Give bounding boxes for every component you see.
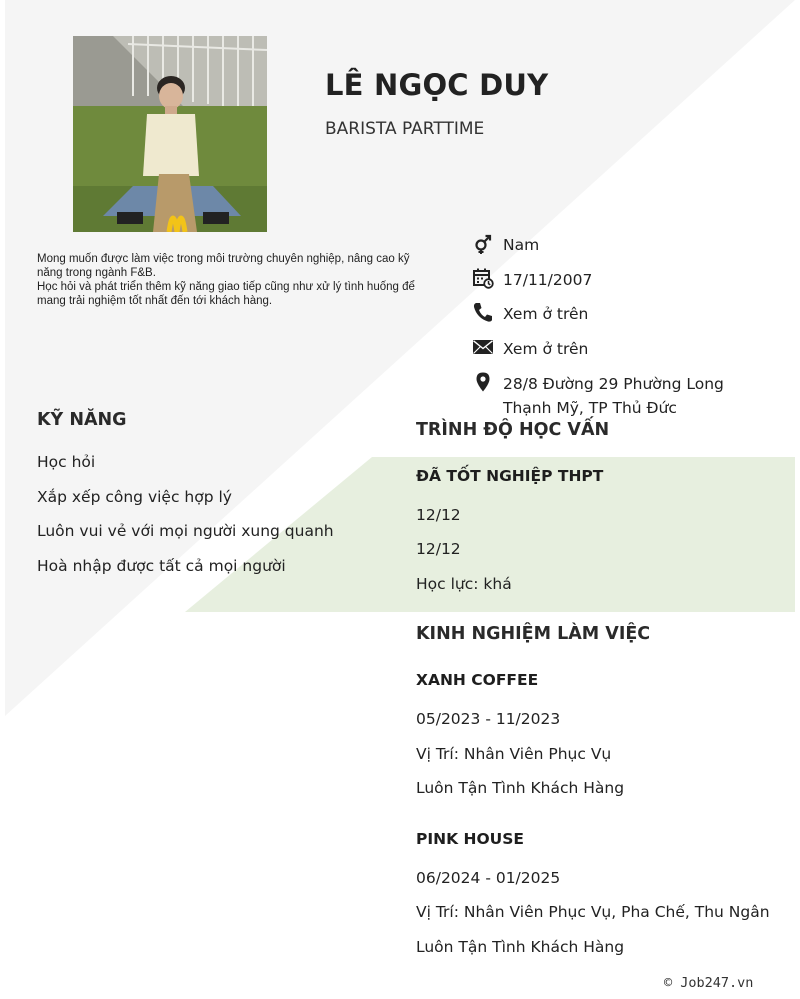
skill-item: Xắp xếp công việc hợp lý [37,487,232,506]
objective-line: Học hỏi và phát triển thêm kỹ năng giao tiếp cũng như xử lý tình huống để mang trải nghiệm tốt nhất đến tới khách hàng. [37,281,415,307]
job-period: 06/2024 - 01/2025 [416,869,561,887]
education-class: 12/12 [416,506,461,524]
experience-heading: KINH NGHIỆM LÀM VIỆC [416,624,651,644]
candidate-name: LÊ NGỌC DUY [325,68,549,102]
education-class: 12/12 [416,540,461,558]
footer-watermark: © Job247.vn [664,975,754,991]
birthday-value: 17/11/2007 [503,271,593,289]
job-position: Vị Trí: Nhân Viên Phục Vụ [416,745,612,763]
education-school: ĐÃ TỐT NGHIỆP THPT [416,467,604,485]
job-position: Vị Trí: Nhân Viên Phục Vụ, Pha Chế, Thu Ngân [416,903,770,921]
objective-line: Mong muốn được làm việc trong môi trường chuyên nghiệp, nâng cao kỹ năng trong ngành F&B. [37,253,410,279]
skill-item: Hoà nhập được tất cả mọi người [37,557,286,576]
gender-value: Nam [503,236,540,254]
address-value: 28/8 Đường 29 Phường Long Thạnh Mỹ, TP Thủ Đức [503,375,724,417]
job-description: Luôn Tận Tình Khách Hàng [416,779,625,797]
skills-heading: KỸ NĂNG [37,410,127,430]
education-grade: Học lực: khá [416,575,512,593]
email-value: Xem ở trên [503,340,589,358]
skill-item: Học hỏi [37,453,96,471]
job-title: BARISTA PARTTIME [325,119,485,139]
career-objective [37,252,417,308]
mail-icon [472,336,494,358]
phone-value: Xem ở trên [503,305,589,323]
phone-icon [472,301,494,323]
job-description: Luôn Tận Tình Khách Hàng [416,938,625,956]
profile-photo [73,36,267,232]
job-period: 05/2023 - 11/2023 [416,710,561,728]
job-company: PINK HOUSE [416,830,524,848]
location-pin-icon [472,371,494,393]
gender-icon [472,232,494,254]
skills-list [37,450,387,589]
calendar-icon [472,267,494,289]
skill-item: Luôn vui vẻ với mọi người xung quanh [37,522,334,541]
education-heading: TRÌNH ĐỘ HỌC VẤN [416,420,610,440]
job-company: XANH COFFEE [416,671,539,689]
